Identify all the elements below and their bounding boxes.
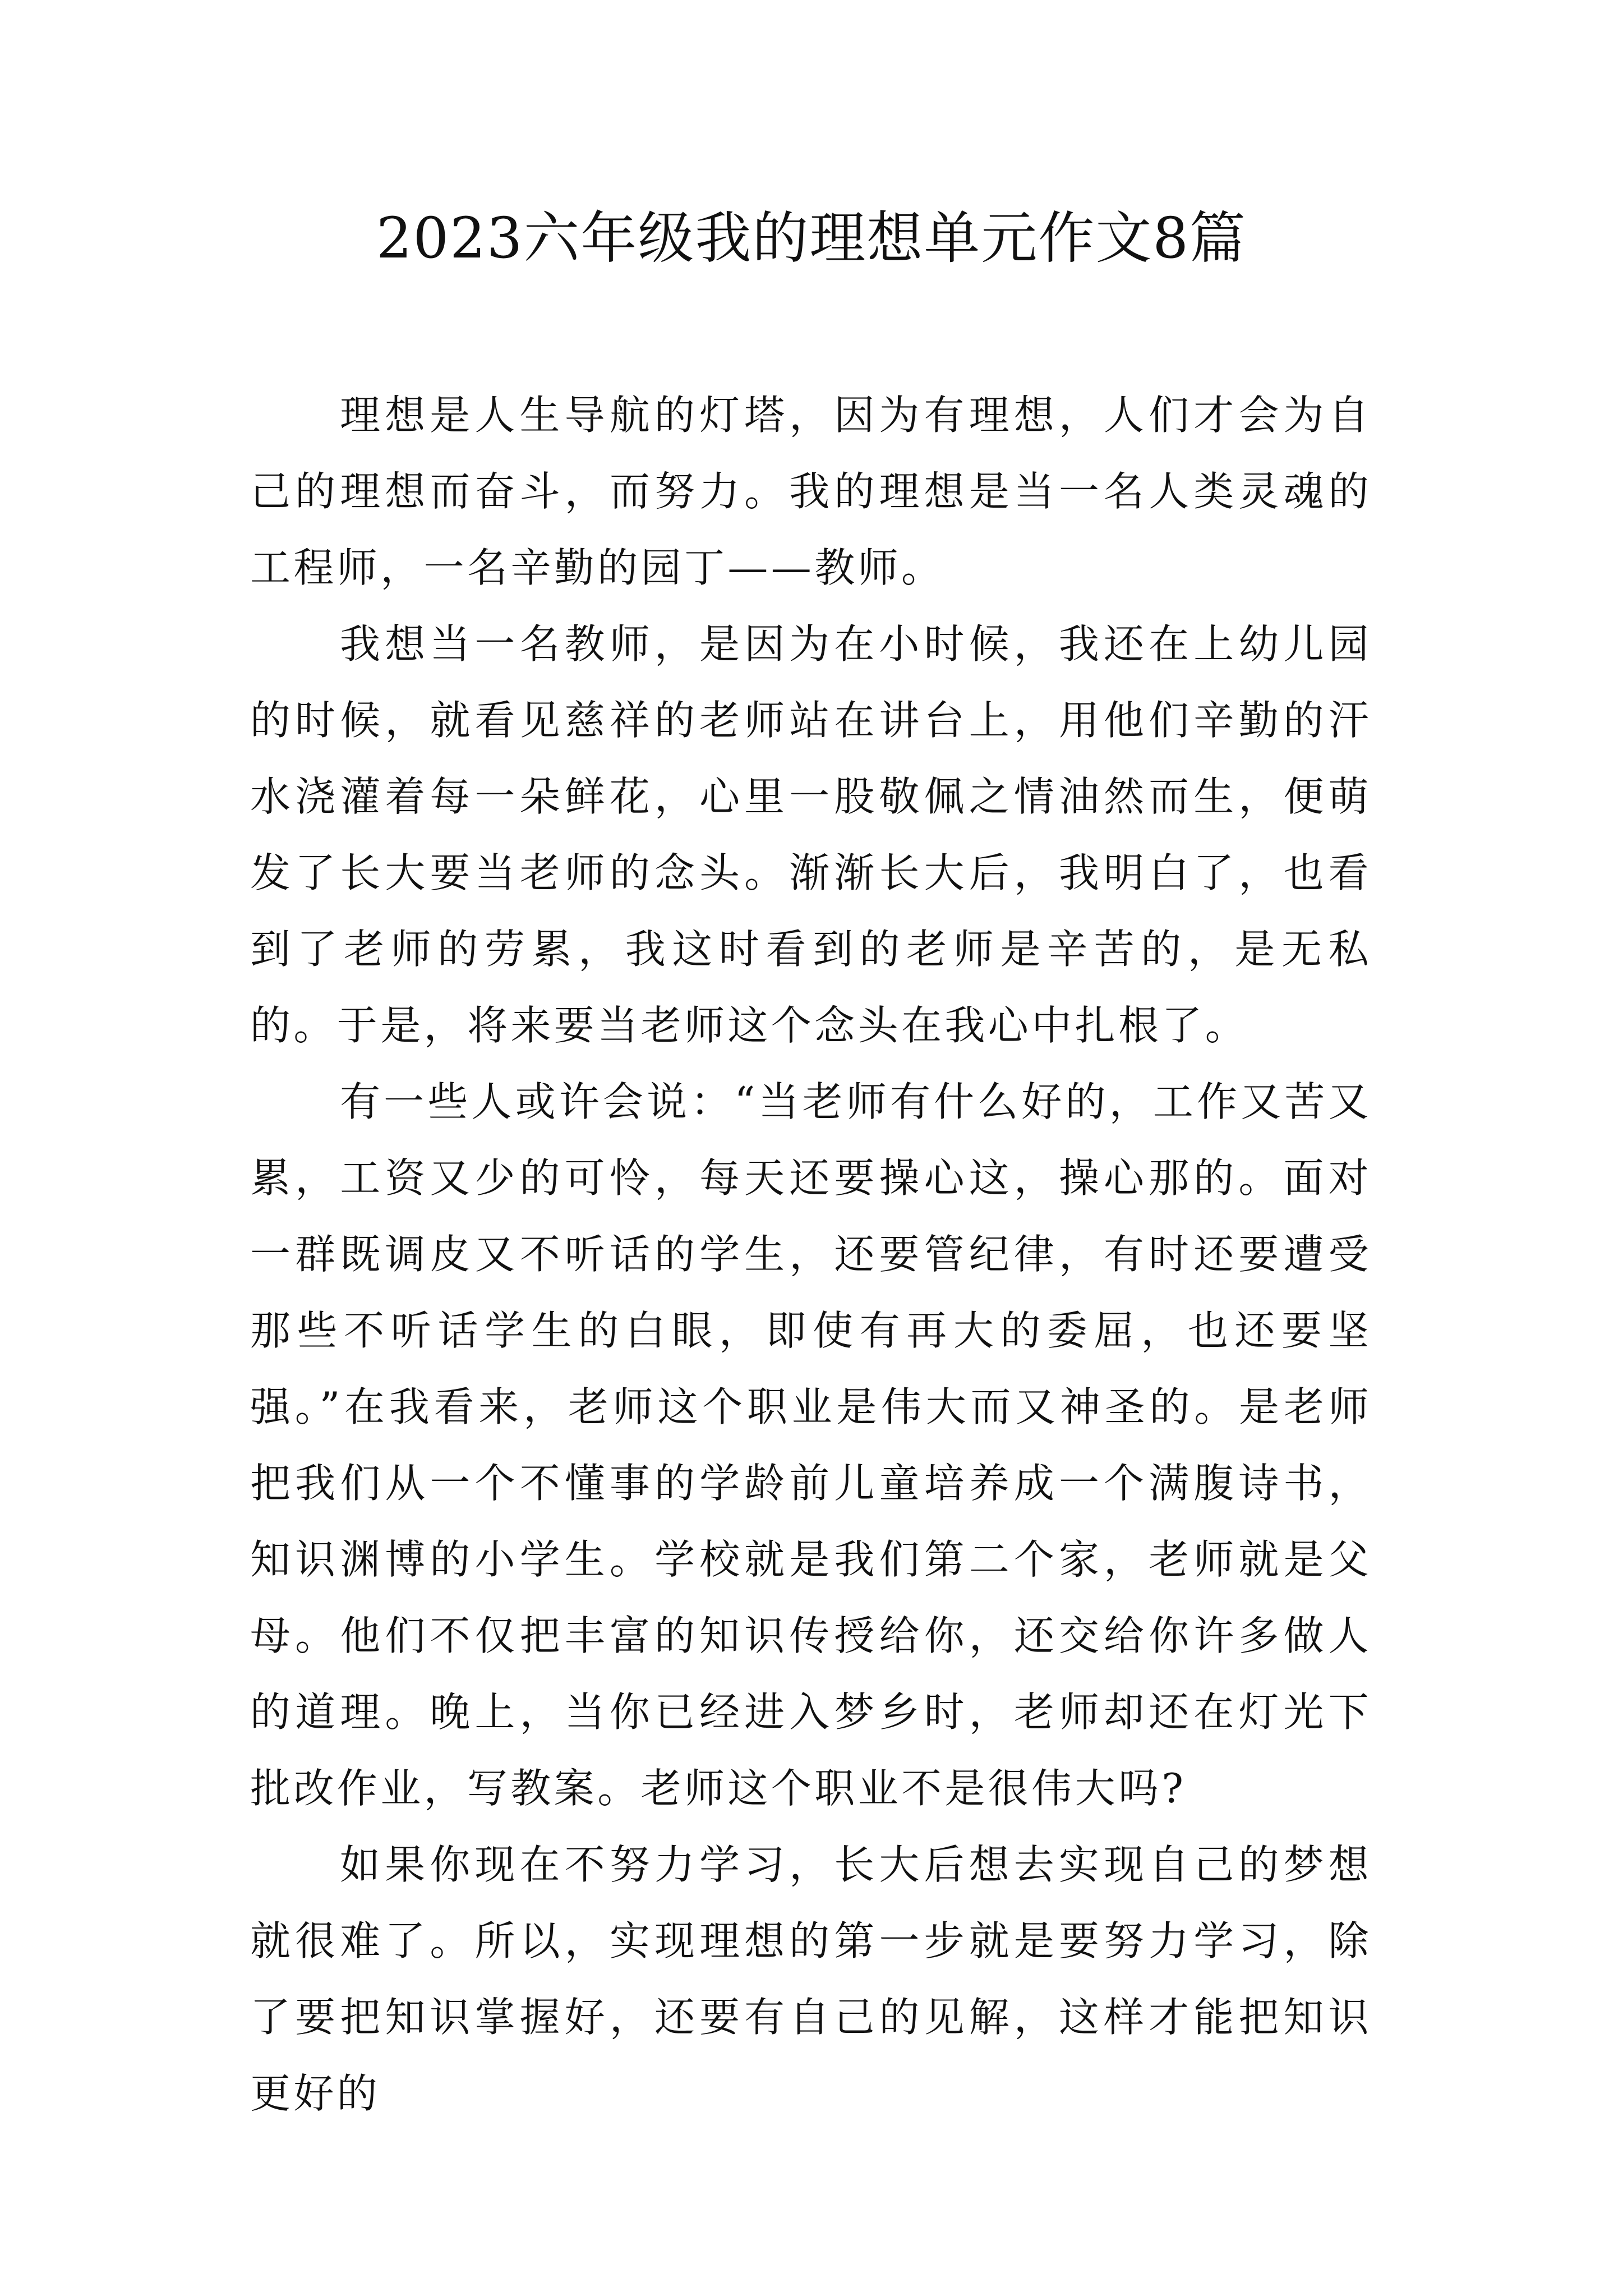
paragraph-2: 我想当一名教师，是因为在小时候，我还在上幼儿园的时候，就看见慈祥的老师站在讲台上，用他们辛勤的汗水浇灌着每一朵鲜花，心里一股敬佩之情油然而生，便萌发了长大要当老师的念头。渐渐长大后，我明白了，也看到了老师的劳累，我这时看到的老师是辛苦的，是无私的。于是，将来要当老师这个念头在我心中扎根了。 (250, 620, 1372, 1049)
document-title: 2023六年级我的理想单元作文8篇 (376, 205, 1247, 271)
paragraph-4: 如果你现在不努力学习，长大后想去实现自己的梦想就很难了。所以，实现理想的第一步就是要努力学习，除了要把知识掌握好，还要有自己的见解，这样才能把知识更好的 (250, 1841, 1372, 2117)
paragraph-3: 有一些人或许会说：“当老师有什么好的，工作又苦又累，工资又少的可怜，每天还要操心这，操心那的。面对一群既调皮又不听话的学生，还要管纪律，有时还要遭受那些不听话学生的白眼，即使有再大的委屈，也还要坚强。”在我看来，老师这个职业是伟大而又神圣的。是老师把我们从一个不懂事的学龄前儿童培养成一个满腹诗书，知识渊博的小学生。学校就是我们第二个家，老师就是父母。他们不仅把丰富的知识传授给你，还交给你许多做人的道理。晚上，当你已经进入梦乡时，老师却还在灯光下批改作业，写教案。老师这个职业不是很伟大吗? (250, 1078, 1372, 1812)
document-body (250, 377, 1372, 2132)
paragraph-1: 理想是人生导航的灯塔，因为有理想，人们才会为自己的理想而奋斗，而努力。我的理想是当一名人类灵魂的工程师，一名辛勤的园丁——教师。 (250, 392, 1372, 591)
